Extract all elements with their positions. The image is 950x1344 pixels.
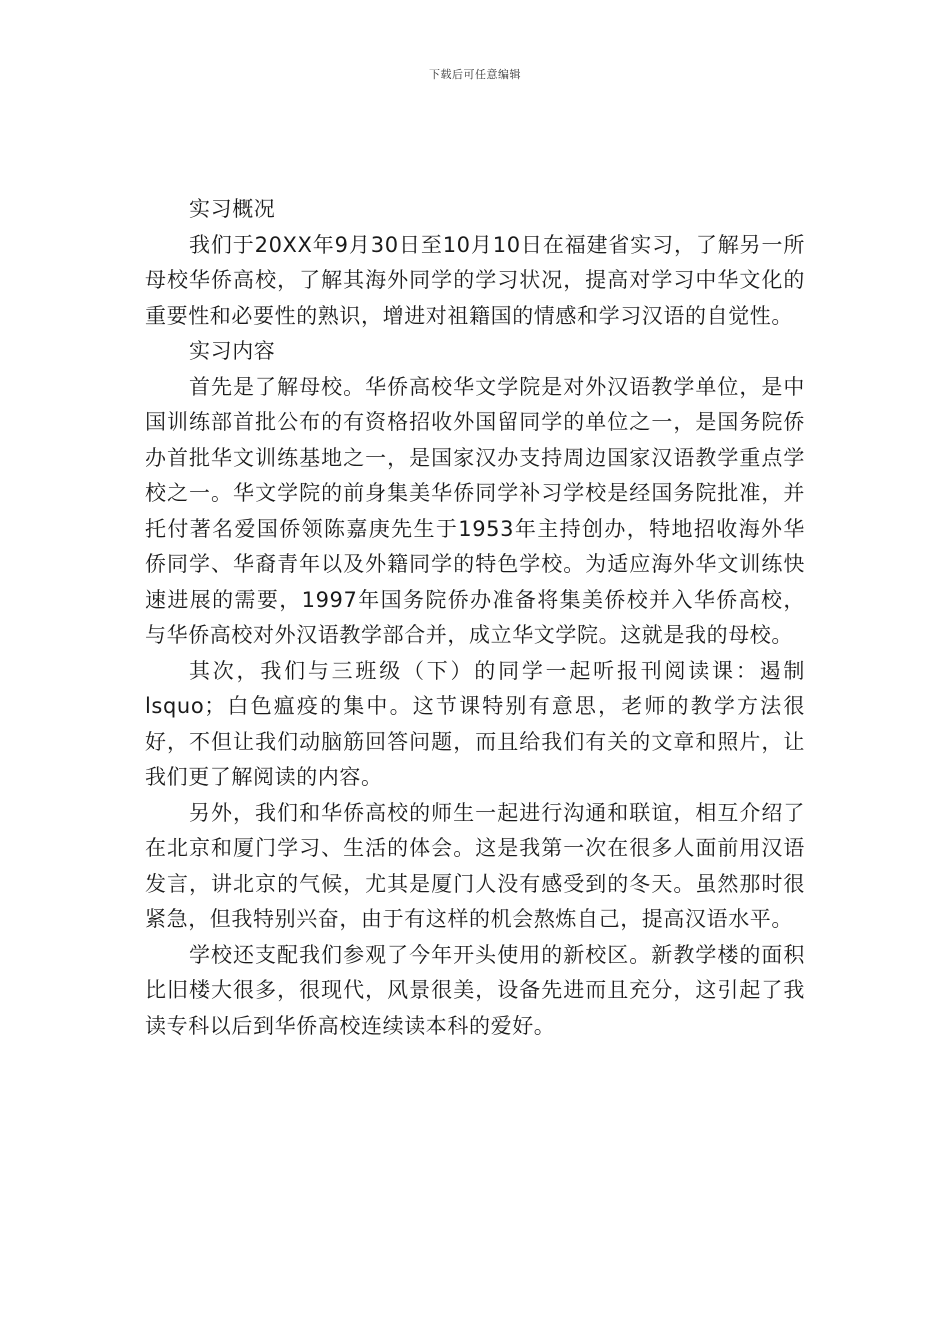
- content-paragraph-1: 首先是了解母校。华侨高校华文学院是对外汉语教学单位，是中国训练部首批公布的有资格招收外国留同学的单位之一，是国务院侨办首批华文训练基地之一，是国家汉办支持周边国家汉语教学重点学校之一。华文学院的前身集美华侨同学补习学校是经国务院批准，并托付著名爱国侨领陈嘉庚先生于1953年主持创办，特地招收海外华侨同学、华裔青年以及外籍同学的特色学校。为适应海外华文训练快速进展的需要，1997年国务院侨办准备将集美侨校并入华侨高校，与华侨高校对外汉语教学部合并，成立华文学院。这就是我的母校。: [145, 374, 805, 647]
- content-paragraph-4: 学校还支配我们参观了今年开头使用的新校区。新教学楼的面积比旧楼大很多，很现代，风景很美，设备先进而且充分，这引起了我读专科以后到华侨高校连续读本科的爱好。: [145, 942, 805, 1038]
- document-body: [145, 192, 805, 1044]
- content-paragraph-3: 另外，我们和华侨高校的师生一起进行沟通和联谊，相互介绍了在北京和厦门学习、生活的体会。这是我第一次在很多人面前用汉语发言，讲北京的气候，尤其是厦门人没有感受到的冬天。虽然那时很紧急，但我特别兴奋，由于有这样的机会熬炼自己，提高汉语水平。: [145, 800, 805, 931]
- section-heading-overview: 实习概况: [189, 197, 276, 221]
- overview-paragraph: 我们于20XX年9月30日至10月10日在福建省实习，了解另一所母校华侨高校，了解其海外同学的学习状况，提高对学习中华文化的重要性和必要性的熟识，增进对祖籍国的情感和学习汉语的自觉性。: [145, 232, 805, 328]
- section-heading-content: 实习内容: [189, 339, 276, 363]
- content-paragraph-2: 其次，我们与三班级（下）的同学一起听报刊阅读课：遏制lsquo；白色瘟疫的集中。这节课特别有意思，老师的教学方法很好，不但让我们动脑筋回答问题，而且给我们有关的文章和照片，让我们更了解阅读的内容。: [145, 658, 805, 789]
- page-header: 下载后可任意编辑: [429, 68, 521, 81]
